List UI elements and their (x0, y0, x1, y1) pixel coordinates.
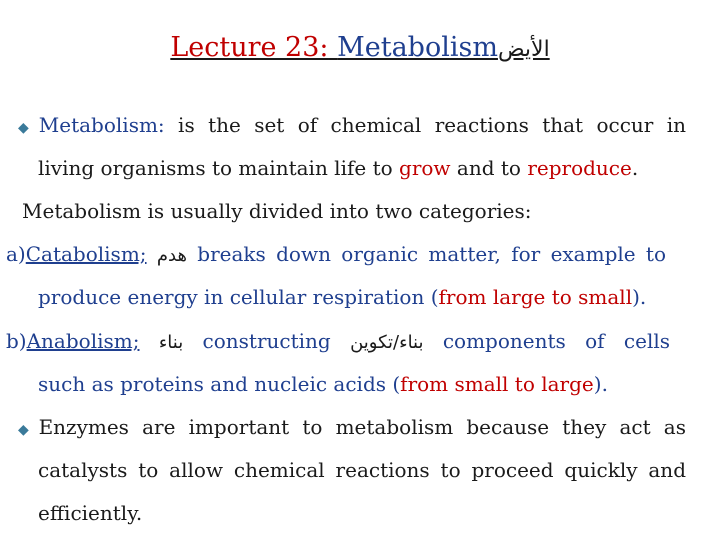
anabolism-arabic-2: بناء/تكوين (350, 332, 424, 353)
anabolism-arabic-1: بناء (158, 332, 184, 353)
anabolism-term: Anabolism; (26, 329, 140, 353)
reproduce-highlight: reproduce (527, 156, 632, 180)
lecture-number: Lecture 23: (170, 32, 329, 63)
anabolism-range: from small to large (400, 372, 594, 396)
lecture-topic-arabic: الأيض (497, 37, 550, 62)
categories-intro: Metabolism is usually divided into two categories: (22, 199, 532, 223)
bullet-icon: ◆ (18, 422, 36, 438)
metabolism-term: Metabolism: (38, 113, 165, 137)
enzymes-line-3: efficiently. (38, 501, 143, 525)
catabolism-line-1: a)Catabolism; هدم breaks down organic matter, for example to (6, 242, 666, 266)
catabolism-line-2: produce energy in cellular respiration (from large to small). (38, 285, 647, 309)
enzymes-line-2: catalysts to allow chemical reactions to proceed quickly and (38, 458, 686, 482)
grow-highlight: grow (399, 156, 451, 180)
catabolism-range: from large to small (438, 285, 633, 309)
metabolism-definition-line-2: living organisms to maintain life to grow and to reproduce. (38, 156, 639, 180)
lecture-topic: Metabolism (337, 32, 498, 63)
anabolism-line-1: b)Anabolism; بناء constructing بناء/تكوين components of cells (6, 329, 671, 353)
anabolism-line-2: such as proteins and nucleic acids (from small to large). (38, 372, 608, 396)
enzymes-line-1: ◆ Enzymes are important to metabolism because they act as (18, 415, 686, 439)
bullet-icon: ◆ (18, 120, 36, 136)
catabolism-term: Catabolism; (25, 242, 147, 266)
metabolism-definition-line-1: ◆ Metabolism: is the set of chemical reactions that occur in (18, 113, 686, 137)
page-title (0, 32, 720, 63)
catabolism-arabic: هدم (156, 245, 187, 266)
